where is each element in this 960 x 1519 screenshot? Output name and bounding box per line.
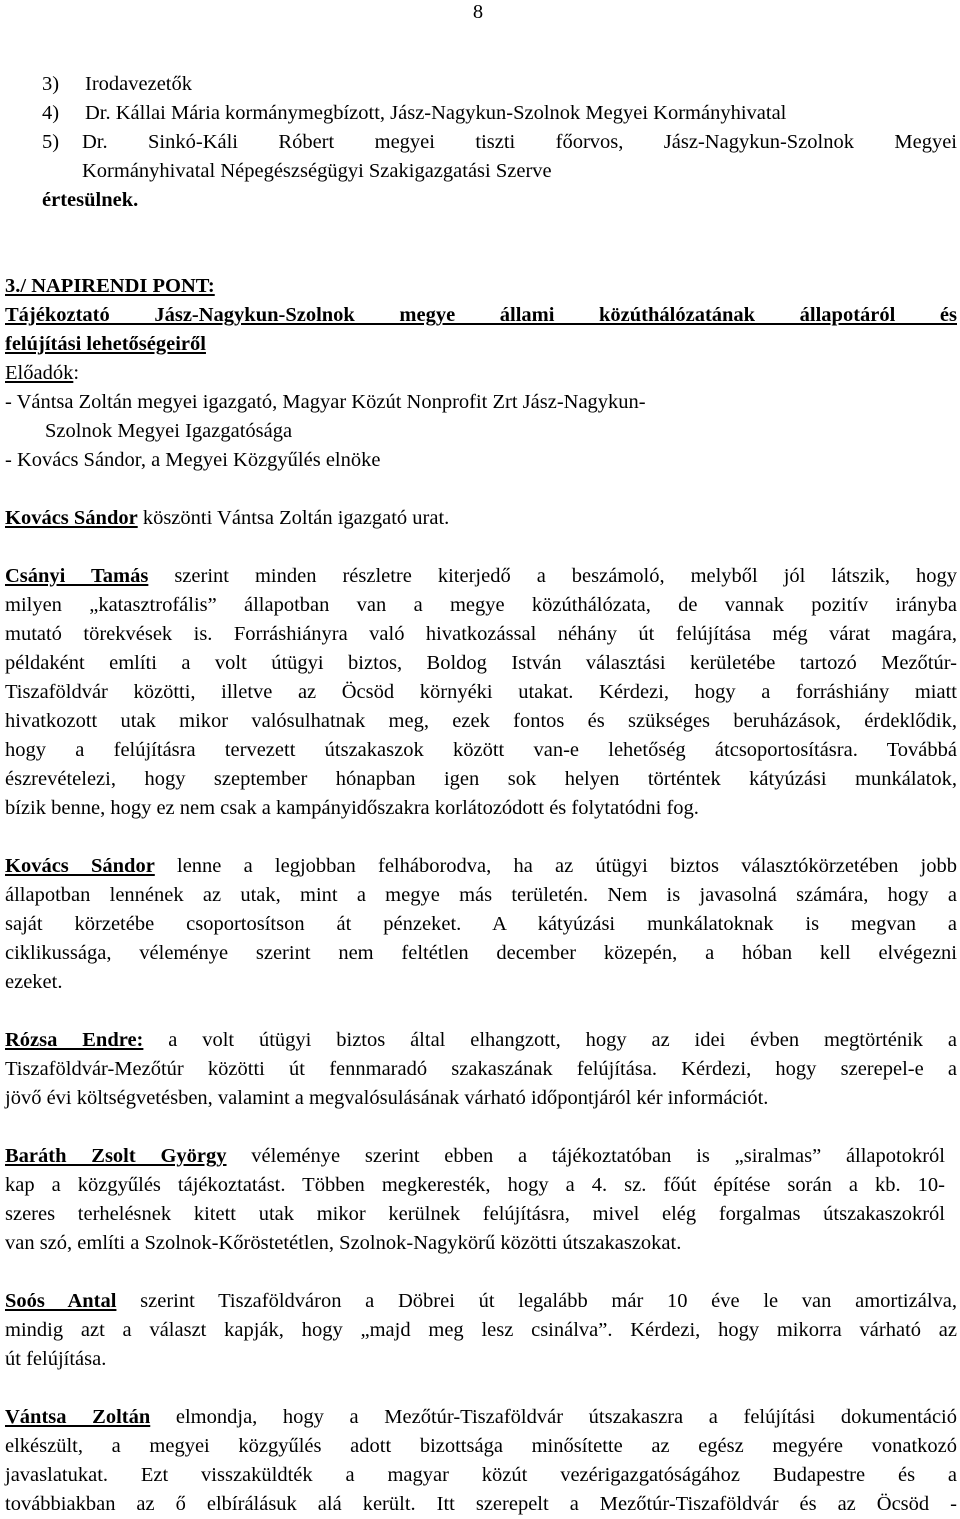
- list-text: Dr. Kállai Mária kormánymegbízott, Jász-Nagykun-Szolnok Megyei Kormányhivatal: [85, 102, 787, 124]
- paragraph-6: Soós Antal szerint Tiszaföldváron a Döbrei út legalább már 10 éve le van amortizálva, mindig azt a választ kapják, hogy „majd meg lesz csinálva”. Kérdezi, hogy mikorra várható az út felújítása.: [5, 1290, 957, 1370]
- paragraph-5: Baráth Zsolt György véleménye szerint ebben a tájékoztatóban is „siralmas” állapotokról kap a közgyűlés tájékoztatást. Többen megkeresték, hogy a 4. sz. főút építése során a kb. 10- szeres terhelésnek kitett utak mikor kerülnek felújításra, mivel elég forgalmas útszakaszokról van szó, említi a Szolnok-Kőröstetétlen, Szolnok-Nagykörű közötti útszakaszokat.: [5, 1145, 946, 1254]
- paragraph-3: Kovács Sándor lenne a legjobban felháborodva, ha az útügyi biztos választókörzetében jobb állapotban lennének az utak, mint a megye más területén. Nem is javasolná számára, hogy a saját körzetébe csoportosítson át pénzeket. A kátyúzási munkálatoknak is megvan a ciklikussága, véleménye szerint nem feltétlen december közepén, a hóban kell elvégezni ezeket.: [5, 855, 957, 993]
- page-number: 8: [472, 1, 484, 23]
- presenter-1: - Vántsa Zoltán megyei igazgató, Magyar Közút Nonprofit Zrt Jász-Nagykun-: [5, 391, 646, 413]
- document-body: [5, 70, 957, 1519]
- paragraph-1: Kovács Sándor köszönti Vántsa Zoltán igazgató urat.: [5, 507, 450, 529]
- list-item: [5, 128, 957, 157]
- speaker-name: Baráth Zsolt György: [5, 1145, 227, 1167]
- list-text: Irodavezetők: [85, 73, 192, 95]
- list-text-continued: Kormányhivatal Népegészségügyi Szakigazgatási Szerve: [82, 160, 552, 182]
- list-number: 3): [42, 73, 60, 95]
- agenda-section: [5, 272, 957, 475]
- agenda-title-continued: felújítási lehetőségeiről: [5, 333, 206, 355]
- paragraph-4: Rózsa Endre: a volt útügyi biztos által elhangzott, hogy az idei évben megtörténik a Tiszaföldvár-Mezőtúr közötti út fennmaradó szakaszának felújítása. Kérdezi, hogy szerepel-e a jövő évi költségvetésben, valamint a megvalósulásának várható időpontjáról kér információt.: [5, 1029, 958, 1109]
- presenter-1-continued: Szolnok Megyei Igazgatósága: [45, 420, 293, 442]
- speaker-name: Soós Antal: [5, 1290, 117, 1312]
- agenda-heading: 3./ NAPIRENDI PONT:: [5, 275, 215, 297]
- speaker-name: Kovács Sándor: [5, 855, 155, 877]
- presenters-label: Előadók:: [5, 362, 80, 384]
- list-text: Dr. Sinkó-Káli Róbert megyei tiszti főorvos, Jász-Nagykun-Szolnok Megyei: [82, 131, 957, 153]
- list-item: [5, 70, 957, 99]
- paragraph-2: Csányi Tamás szerint minden részletre kiterjedő a beszámoló, melyből jól látszik, hogy milyen „katasztrofális” állapotban van a megye közúthálózata, de vannak pozitív irányba mutató törekvések is. Forráshiányra való hivatkozással néhány út felújítása még várat magára, példaként említi a volt útügyi biztos, Boldog István választási kerületébe tartozó Mezőtúr- Tiszaföldvár közötti, illetve az Öcsöd környéki utakat. Kérdezi, hogy a forráshiány miatt hivatkozott utak mikor valósulhatnak meg, ezek fontos és szükséges beruházások, érdeklődik, hogy a felújításra tervezett útszakaszok között van-e lehetőség átcsoportosításra. Továbbá észrevételezi, hogy szeptember hónapban igen sok helyen történtek kátyúzási munkálatok, bízik benne, hogy ez nem csak a kampányidőszakra korlátozódott és folytatódni fog.: [5, 565, 957, 819]
- speaker-name: Rózsa Endre:: [5, 1029, 144, 1051]
- agenda-title: Tájékoztató Jász-Nagykun-Szolnok megye állami közúthálózatának állapotáról és: [5, 304, 957, 326]
- speaker-name: Kovács Sándor: [5, 507, 138, 529]
- speaker-name: Csányi Tamás: [5, 565, 149, 587]
- speaker-name: Vántsa Zoltán: [5, 1406, 151, 1428]
- list-number: 4): [42, 102, 60, 124]
- list-number: 5): [42, 131, 60, 153]
- list-item: [5, 99, 957, 128]
- paragraph-7: Vántsa Zoltán elmondja, hogy a Mezőtúr-Tiszaföldvár útszakaszra a felújítási dokumentáció elkészült, a megyei közgyűlés adott bizottsága minősítette az egész megyére vonatkozó javaslatukat. Ezt visszaküldték a magyar közút vezérigazgatóságához Budapestre és a továbbiakban az ő elbírálásuk alá került. Itt szerepelt a Mezőtúr-Tiszaföldvár és az Öcsöd -: [5, 1406, 957, 1515]
- notified-label: értesülnek.: [42, 189, 139, 211]
- presenter-2: - Kovács Sándor, a Megyei Közgyűlés elnöke: [5, 449, 381, 471]
- distribution-list: [5, 70, 957, 215]
